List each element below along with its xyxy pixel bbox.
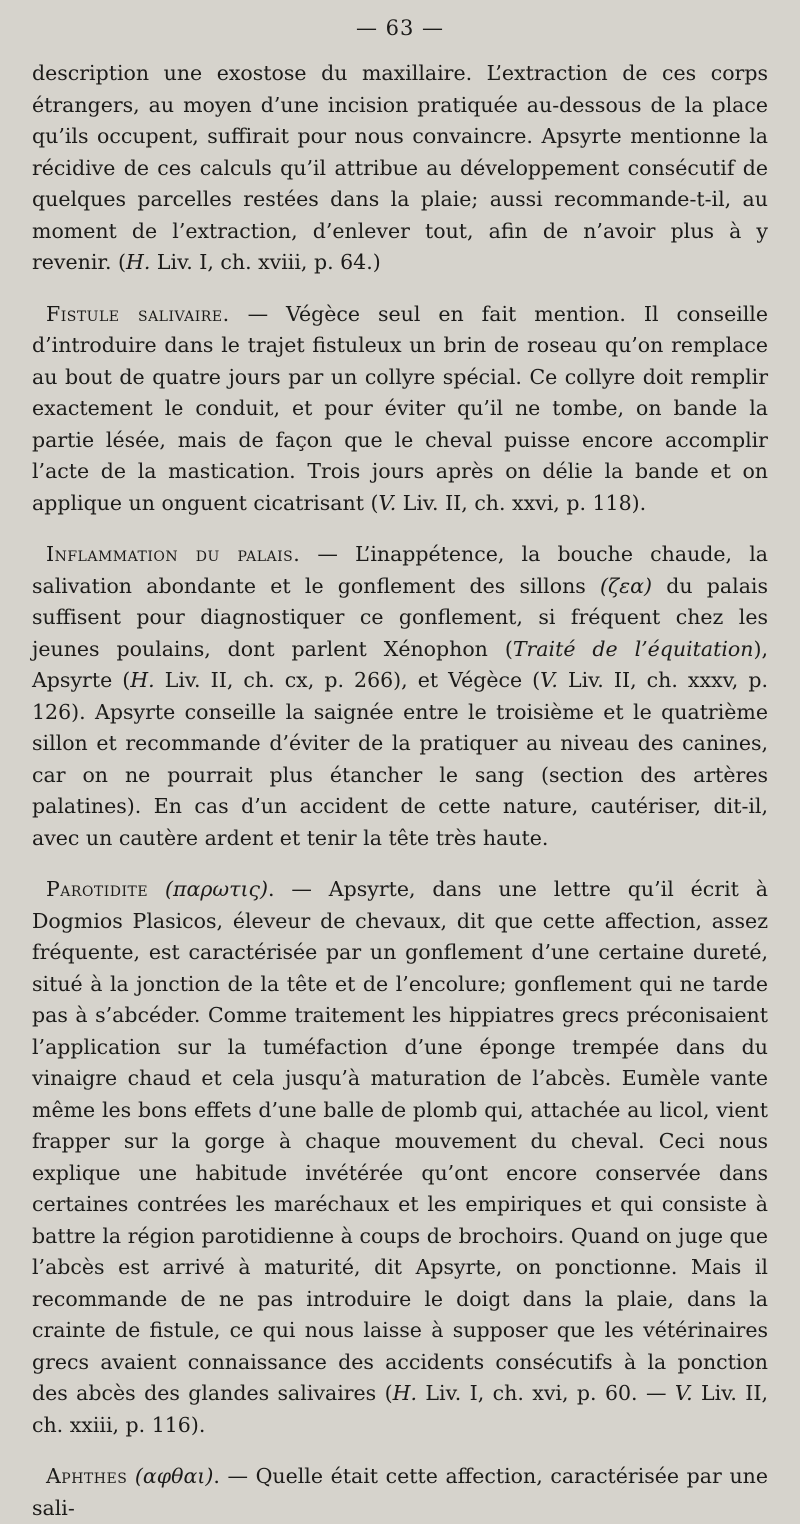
reference-abbrev: V. bbox=[378, 490, 397, 515]
paragraph-text: Liv. II, ch. cx, p. 266), et Végèce ( bbox=[154, 668, 541, 692]
reference-abbrev: H. bbox=[130, 668, 155, 692]
paragraph-text: du palais suffisent pour diagnostiquer ce gonflement, si fréquent chez les jeunes poulains, dont parlent Xénophon ( bbox=[32, 573, 768, 661]
paragraph-text: Liv. I, ch. xvi, p. 60. — bbox=[417, 1381, 675, 1405]
paragraph-text: ), Apsyrte ( bbox=[32, 636, 768, 692]
book-title: Traité de l’équitation bbox=[512, 636, 754, 661]
reference-abbrev: H. bbox=[392, 1381, 418, 1405]
section-heading: Parotidite bbox=[46, 877, 149, 901]
paragraph-text: — L’inappétence, la bouche chaude, la salivation abondante et le gonflement des sillons bbox=[32, 542, 768, 598]
greek-term: (παρωτις) bbox=[165, 877, 268, 901]
reference-abbrev: V. bbox=[540, 668, 558, 692]
paragraph-text: . — Apsyrte, dans une lettre qu’il écrit à Dogmios Plasicos, éleveur de chevaux, dit que cette affection, assez fréquente, est caractérisée par un gonflement d’une certaine dureté, situé à la jonction de la tête et de l’encolure; gonflement qui ne tarde pas à s’abcéder. Comme traitement les hippiatres grecs préconisaient l’application sur la tuméfaction d’une éponge trempée dans du vinaigre chaud et cela jusqu’à maturation de l’abcès. Eumèle vante même les bons effets d’une balle de plomb qui, attachée au licol, vient frapper sur la gorge à chaque mouvement du cheval. Ceci nous explique une habitude invétérée qu’ont encore conservée dans certaines contrées les maréchaux et les empiriques et qui consiste à battre la région parotidienne à coups de brochoirs. Quand on juge que l’abcès est arrivé à maturité, dit Apsyrte, on ponctionne. Mais il recommande de ne pas introduire le doigt dans la plaie, dans la crainte de fistule, ce qui nous laisse à supposer que les vétérinaires grecs avaient connaissance des accidents consécutifs à la ponction des abcès des glandes salivaires ( bbox=[32, 877, 768, 1405]
paragraph-text: description une exostose du maxillaire. L’extraction de ces corps étrangers, au moyen d’une incision pratiquée au-dessous de la place qu’ils occupent, suffirait pour nous convaincre. Apsyrte mentionne la récidive de ces calculs qu’il attribue au développement consécutif de quelques parcelles restées dans la plaie; aussi recommande-t-il, au moment de l’extraction, d’enlever tout, afin de n’avoir plus à y revenir. ( bbox=[32, 61, 768, 274]
section-heading: Inflammation du palais. bbox=[46, 542, 301, 566]
paragraph-aphthes bbox=[32, 1461, 768, 1524]
reference-abbrev: V. bbox=[674, 1381, 693, 1405]
paragraph-text: Liv. II, ch. xxxv, p. 126). Apsyrte conseille la saignée entre le troisième et le quatrième sillon et recommande d’éviter de la pratiquer au niveau des canines, car on ne pourrait plus étancher le sang (section des artères palatines). En cas d’un accident de cette nature, cautériser, dit-il, avec un cautère ardent et tenir la tête très haute. bbox=[32, 668, 768, 850]
greek-term: (αφθαι) bbox=[134, 1464, 214, 1488]
reference-text: Liv. II, ch. xxvi, p. 118). bbox=[396, 490, 647, 515]
paragraph-text: Liv. II, ch. xxiii, p. 116). bbox=[32, 1381, 768, 1437]
paragraph-fistule-salivaire bbox=[32, 299, 768, 520]
section-heading: Fistule salivaire. bbox=[46, 301, 230, 326]
paragraph-text: . — Quelle était cette affection, caractérisée par une sali- bbox=[32, 1464, 768, 1520]
reference-text: Liv. I, ch. xviii, p. 64.) bbox=[150, 250, 381, 274]
paragraph-inflammation-palais bbox=[32, 539, 768, 854]
page-number: — 63 — bbox=[355, 16, 445, 40]
section-heading: Aphthes bbox=[46, 1464, 128, 1488]
paragraph-exostose bbox=[32, 58, 768, 279]
greek-term: (ζεα) bbox=[600, 573, 652, 598]
paragraph-parotidite bbox=[32, 874, 768, 1441]
reference-abbrev: H. bbox=[125, 250, 151, 274]
paragraph-text: — Végèce seul en fait mention. Il conseille d’introduire dans le trajet fistuleux un brin de roseau qu’on remplace au bout de quatre jours par un collyre spécial. Ce collyre doit remplir exactement le conduit, et pour éviter qu’il ne tombe, on bande la partie lésée, mais de façon que le cheval puisse encore accomplir l’acte de la mastication. Trois jours après on délie la bande et on applique un onguent cicatrisant ( bbox=[32, 301, 768, 515]
